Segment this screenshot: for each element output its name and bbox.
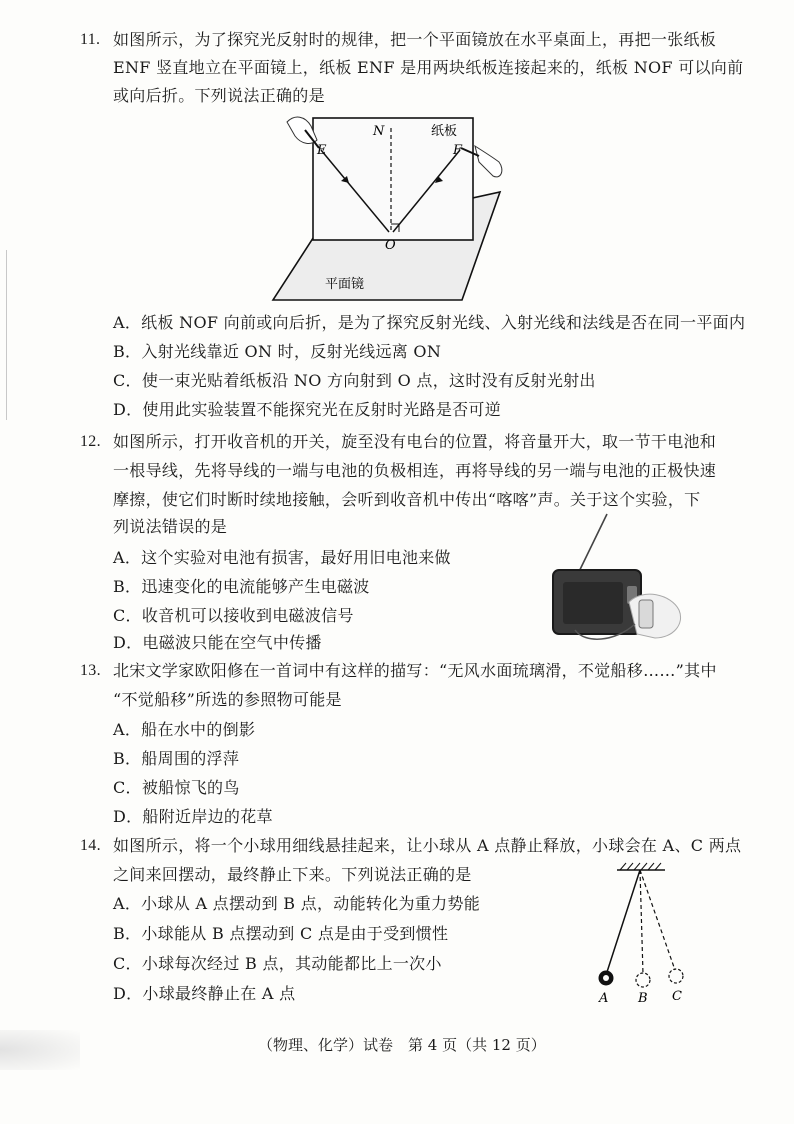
ball-a-highlight [603, 975, 609, 981]
option-a: A．船在水中的倒影 [113, 720, 256, 739]
question-number: 12. [80, 433, 101, 450]
question-stem-line: 一根导线，先将导线的一端与电池的负极相连，再将导线的另一端与电池的正极快速 [113, 461, 717, 480]
radio-speaker-icon [563, 582, 623, 624]
option-b: B．船周围的浮萍 [113, 749, 240, 768]
option-a: A．纸板 NOF 向前或向后折，是为了探究反射光线、入射光线和法线是否在同一平面内 [113, 313, 746, 332]
label-b: B [638, 991, 648, 1004]
right-hand-icon [475, 146, 502, 177]
option-d: D．电磁波只能在空气中传播 [113, 633, 322, 652]
question-stem-line: ENF 竖直地立在平面镜上，纸板 ENF 是用两块纸板连接起来的，纸板 NOF 可以向前 [113, 58, 744, 77]
option-d: D．使用此实验装置不能探究光在反射时光路是否可逆 [113, 400, 502, 419]
pendulum-string-c [640, 870, 675, 970]
option-d: D．小球最终静止在 A 点 [113, 984, 296, 1003]
label-c: C [672, 989, 682, 1004]
label-e: E [317, 143, 327, 158]
option-a: A．这个实验对电池有损害，最好用旧电池来做 [113, 548, 451, 567]
question-stem-line: “不觉船移”所选的参照物可能是 [113, 690, 342, 709]
option-b: B．入射光线靠近 ON 时，反射光线远离 ON [113, 342, 442, 361]
question-stem-line: 之间来回摆动，最终静止下来。下列说法正确的是 [113, 865, 472, 884]
pendulum-string [607, 870, 640, 972]
label-a: A [599, 991, 609, 1004]
question-stem-line: 北宋文学家欧阳修在一首词中有这样的描写：“无风水面琉璃滑，不觉船移……”其中 [113, 661, 717, 680]
ball-c-icon [669, 969, 683, 983]
ceiling-hatch [620, 863, 661, 870]
ball-b-icon [636, 973, 650, 987]
scan-edge-mark [6, 250, 7, 420]
pendulum-string-b [640, 870, 643, 974]
question-stem-line: 列说法错误的是 [113, 517, 228, 536]
option-b: B．迅速变化的电流能够产生电磁波 [113, 577, 370, 596]
option-c: C．被船惊飞的鸟 [113, 778, 240, 797]
question-stem-line: 摩擦，使它们时断时续地接触，会听到收音机中传出“喀喀”声。关于这个实验，下 [113, 490, 701, 509]
radio-photo [545, 512, 695, 652]
option-c: C．小球每次经过 B 点，其动能都比上一次小 [113, 954, 442, 973]
option-c: C．收音机可以接收到电磁波信号 [113, 606, 354, 625]
question-stem-line: 如图所示，将一个小球用细线悬挂起来，让小球从 A 点静止释放，小球会在 A、C 两点 [113, 836, 742, 855]
hand-icon [629, 594, 681, 638]
page-footer: （物理、化学）试卷 第 4 页（共 12 页） [258, 1036, 546, 1054]
question-stem-line: 如图所示，打开收音机的开关，旋至没有电台的位置，将音量开大，取一节干电池和 [113, 432, 717, 451]
question-number: 13. [80, 662, 101, 679]
option-d: D．船附近岸边的花草 [113, 807, 273, 826]
option-c: C．使一束光贴着纸板沿 NO 方向射到 O 点，这时没有反射光射出 [113, 371, 596, 390]
question-stem-line: 或向后折。下列说法正确的是 [113, 86, 325, 105]
battery-icon [639, 600, 653, 628]
label-n: N [373, 124, 385, 139]
option-a: A．小球从 A 点摆动到 B 点，动能转化为重力势能 [113, 894, 481, 913]
label-mirror: 平面镜 [325, 277, 365, 292]
scan-smudge [0, 1030, 80, 1070]
option-b: B．小球能从 B 点摆动到 C 点是由于受到惯性 [113, 924, 449, 943]
pendulum-figure [585, 862, 695, 1004]
label-o: O [385, 238, 396, 253]
question-stem-line: 如图所示，为了探究光反射时的规律，把一个平面镜放在水平桌面上，再把一张纸板 [113, 30, 717, 49]
question-number: 14. [80, 837, 101, 854]
label-board: 纸板 [431, 124, 458, 139]
label-f: F [453, 143, 463, 158]
mirror-reflection-figure [265, 110, 515, 306]
question-number: 11. [80, 31, 101, 48]
